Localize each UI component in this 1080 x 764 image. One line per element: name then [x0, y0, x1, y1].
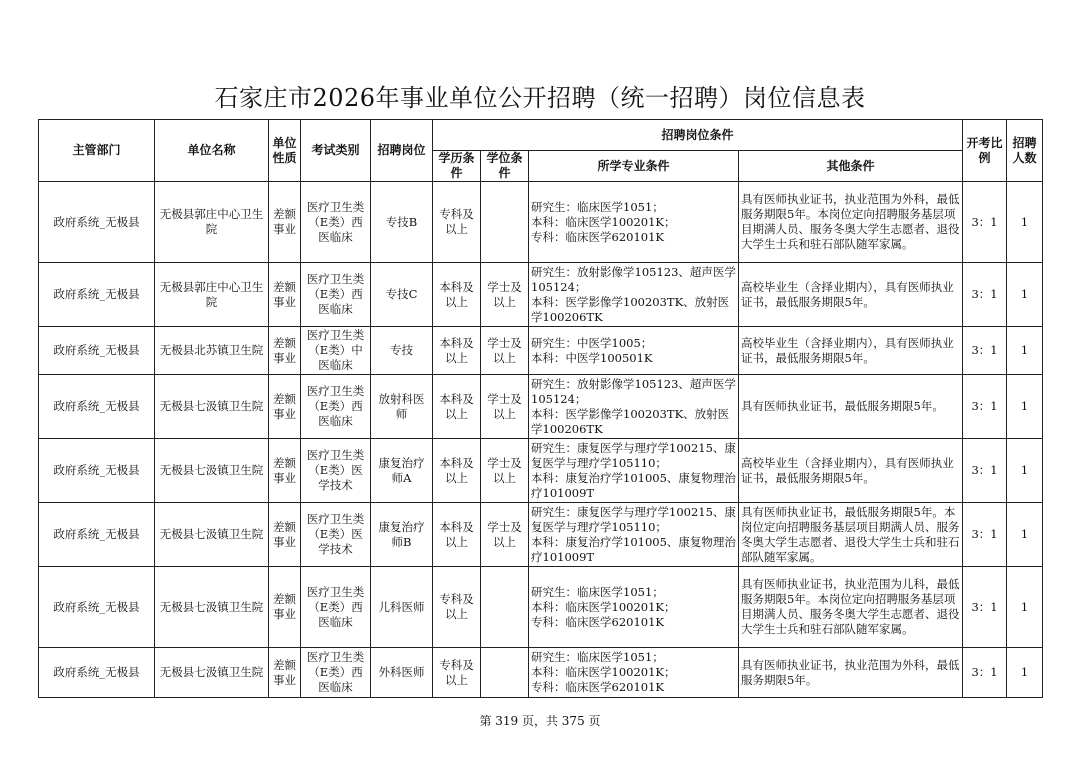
- cell-nature: 差额事业: [269, 567, 301, 648]
- cell-nature: 差额事业: [269, 182, 301, 263]
- cell-dept: 政府系统_无极县: [39, 567, 155, 648]
- cell-dept: 政府系统_无极县: [39, 503, 155, 567]
- cell-post: 儿科医师: [371, 567, 433, 648]
- cell-degree: 学士及以上: [481, 375, 529, 439]
- cell-count: 1: [1007, 263, 1043, 327]
- table-body: [39, 182, 1043, 698]
- cell-count: 1: [1007, 503, 1043, 567]
- cell-dept: 政府系统_无极县: [39, 648, 155, 698]
- cell-major: 研究生：临床医学1051； 本科：临床医学100201K； 专科：临床医学620101K: [529, 648, 739, 698]
- table-row: [39, 182, 1043, 263]
- cell-other: 高校毕业生（含择业期内），具有医师执业证书，最低服务期限5年。: [739, 263, 963, 327]
- cell-edu: 本科及以上: [433, 439, 481, 503]
- cell-other: 具有医师执业证书，执业范围为儿科，最低服务期限5年。本岗位定向招聘服务基层项目期满人员、服务冬奥大学生志愿者、退役大学生士兵和驻石部队随军家属。: [739, 567, 963, 648]
- cell-unit: 无极县七汲镇卫生院: [155, 439, 269, 503]
- cell-other: 具有医师执业证书，执业范围为外科，最低服务期限5年。: [739, 648, 963, 698]
- cell-ratio: 3：1: [963, 375, 1007, 439]
- cell-nature: 差额事业: [269, 503, 301, 567]
- cell-count: 1: [1007, 567, 1043, 648]
- table-row: [39, 327, 1043, 375]
- header-edu: 学历条件: [433, 151, 481, 182]
- table-row: [39, 567, 1043, 648]
- cell-major: 研究生：临床医学1051； 本科：临床医学100201K； 专科：临床医学620101K: [529, 182, 739, 263]
- cell-ratio: 3：1: [963, 263, 1007, 327]
- cell-other: 具有医师执业证书，最低服务期限5年。: [739, 375, 963, 439]
- cell-degree: 学士及以上: [481, 439, 529, 503]
- header-degree: 学位条件: [481, 151, 529, 182]
- cell-post: 专技: [371, 327, 433, 375]
- cell-unit: 无极县七汲镇卫生院: [155, 375, 269, 439]
- header-exam: 考试类别: [301, 120, 371, 182]
- cell-ratio: 3：1: [963, 648, 1007, 698]
- cell-post: 康复治疗师B: [371, 503, 433, 567]
- cell-edu: 本科及以上: [433, 263, 481, 327]
- table-row: [39, 263, 1043, 327]
- cell-edu: 专科及以上: [433, 182, 481, 263]
- cell-unit: 无极县七汲镇卫生院: [155, 648, 269, 698]
- cell-nature: 差额事业: [269, 327, 301, 375]
- cell-major: 研究生：放射影像学105123、超声医学105124； 本科：医学影像学100203TK、放射医学100206TK: [529, 263, 739, 327]
- cell-exam: 医疗卫生类（E类）西医临床: [301, 182, 371, 263]
- table-row: [39, 439, 1043, 503]
- cell-count: 1: [1007, 327, 1043, 375]
- cell-major: 研究生：临床医学1051； 本科：临床医学100201K； 专科：临床医学620101K: [529, 567, 739, 648]
- table-row: [39, 503, 1043, 567]
- cell-edu: 本科及以上: [433, 503, 481, 567]
- cell-unit: 无极县北苏镇卫生院: [155, 327, 269, 375]
- cell-other: 具有医师执业证书，执业范围为外科，最低服务期限5年。本岗位定向招聘服务基层项目期满人员、服务冬奥大学生志愿者、退役大学生士兵和驻石部队随军家属。: [739, 182, 963, 263]
- cell-ratio: 3：1: [963, 327, 1007, 375]
- cell-count: 1: [1007, 375, 1043, 439]
- cell-major: 研究生：康复医学与理疗学100215、康复医学与理疗学105110； 本科：康复治疗学101005、康复物理治疗101009T: [529, 503, 739, 567]
- cell-major: 研究生：中医学1005； 本科：中医学100501K: [529, 327, 739, 375]
- cell-ratio: 3：1: [963, 182, 1007, 263]
- cell-degree: [481, 567, 529, 648]
- cell-dept: 政府系统_无极县: [39, 263, 155, 327]
- cell-nature: 差额事业: [269, 263, 301, 327]
- cell-post: 专技B: [371, 182, 433, 263]
- cell-exam: 医疗卫生类（E类）西医临床: [301, 567, 371, 648]
- cell-count: 1: [1007, 648, 1043, 698]
- cell-ratio: 3：1: [963, 567, 1007, 648]
- cell-edu: 本科及以上: [433, 327, 481, 375]
- header-unit: 单位名称: [155, 120, 269, 182]
- cell-exam: 医疗卫生类（E类）西医临床: [301, 648, 371, 698]
- cell-unit: 无极县七汲镇卫生院: [155, 503, 269, 567]
- cell-major: 研究生：康复医学与理疗学100215、康复医学与理疗学105110； 本科：康复治疗学101005、康复物理治疗101009T: [529, 439, 739, 503]
- page-footer: 第 319 页，共 375 页: [479, 714, 601, 728]
- cell-nature: 差额事业: [269, 648, 301, 698]
- cell-unit: 无极县郭庄中心卫生院: [155, 182, 269, 263]
- cell-edu: 本科及以上: [433, 375, 481, 439]
- cell-post: 康复治疗师A: [371, 439, 433, 503]
- cell-post: 专技C: [371, 263, 433, 327]
- cell-count: 1: [1007, 182, 1043, 263]
- header-post: 招聘岗位: [371, 120, 433, 182]
- cell-other: 具有医师执业证书，最低服务期限5年。本岗位定向招聘服务基层项目期满人员、服务冬奥大学生志愿者、退役大学生士兵和驻石部队随军家属。: [739, 503, 963, 567]
- job-table: [38, 119, 1043, 698]
- cell-dept: 政府系统_无极县: [39, 375, 155, 439]
- cell-dept: 政府系统_无极县: [39, 182, 155, 263]
- header-count: 招聘人数: [1007, 120, 1043, 182]
- header-dept: 主管部门: [39, 120, 155, 182]
- cell-ratio: 3：1: [963, 439, 1007, 503]
- cell-exam: 医疗卫生类（E类）西医临床: [301, 263, 371, 327]
- page-title: 石家庄市2026年事业单位公开招聘（统一招聘）岗位信息表: [214, 84, 866, 112]
- cell-dept: 政府系统_无极县: [39, 439, 155, 503]
- header-nature: 单位性质: [269, 120, 301, 182]
- header-ratio: 开考比例: [963, 120, 1007, 182]
- cell-edu: 专科及以上: [433, 567, 481, 648]
- table-row: [39, 648, 1043, 698]
- cell-exam: 医疗卫生类（E类）医学技术: [301, 439, 371, 503]
- cell-degree: [481, 648, 529, 698]
- cell-edu: 专科及以上: [433, 648, 481, 698]
- header-conditions: 招聘岗位条件: [433, 120, 963, 151]
- cell-dept: 政府系统_无极县: [39, 327, 155, 375]
- cell-degree: 学士及以上: [481, 327, 529, 375]
- cell-count: 1: [1007, 439, 1043, 503]
- cell-exam: 医疗卫生类（E类）中医临床: [301, 327, 371, 375]
- cell-ratio: 3：1: [963, 503, 1007, 567]
- cell-unit: 无极县七汲镇卫生院: [155, 567, 269, 648]
- table-row: [39, 375, 1043, 439]
- cell-post: 放射科医师: [371, 375, 433, 439]
- cell-degree: [481, 182, 529, 263]
- cell-major: 研究生：放射影像学105123、超声医学105124； 本科：医学影像学100203TK、放射医学100206TK: [529, 375, 739, 439]
- cell-post: 外科医师: [371, 648, 433, 698]
- cell-nature: 差额事业: [269, 375, 301, 439]
- cell-nature: 差额事业: [269, 439, 301, 503]
- cell-degree: 学士及以上: [481, 263, 529, 327]
- cell-exam: 医疗卫生类（E类）医学技术: [301, 503, 371, 567]
- cell-other: 高校毕业生（含择业期内），具有医师执业证书，最低服务期限5年。: [739, 327, 963, 375]
- cell-exam: 医疗卫生类（E类）西医临床: [301, 375, 371, 439]
- header-major: 所学专业条件: [529, 151, 739, 182]
- header-other: 其他条件: [739, 151, 963, 182]
- cell-degree: 学士及以上: [481, 503, 529, 567]
- cell-other: 高校毕业生（含择业期内），具有医师执业证书，最低服务期限5年。: [739, 439, 963, 503]
- cell-unit: 无极县郭庄中心卫生院: [155, 263, 269, 327]
